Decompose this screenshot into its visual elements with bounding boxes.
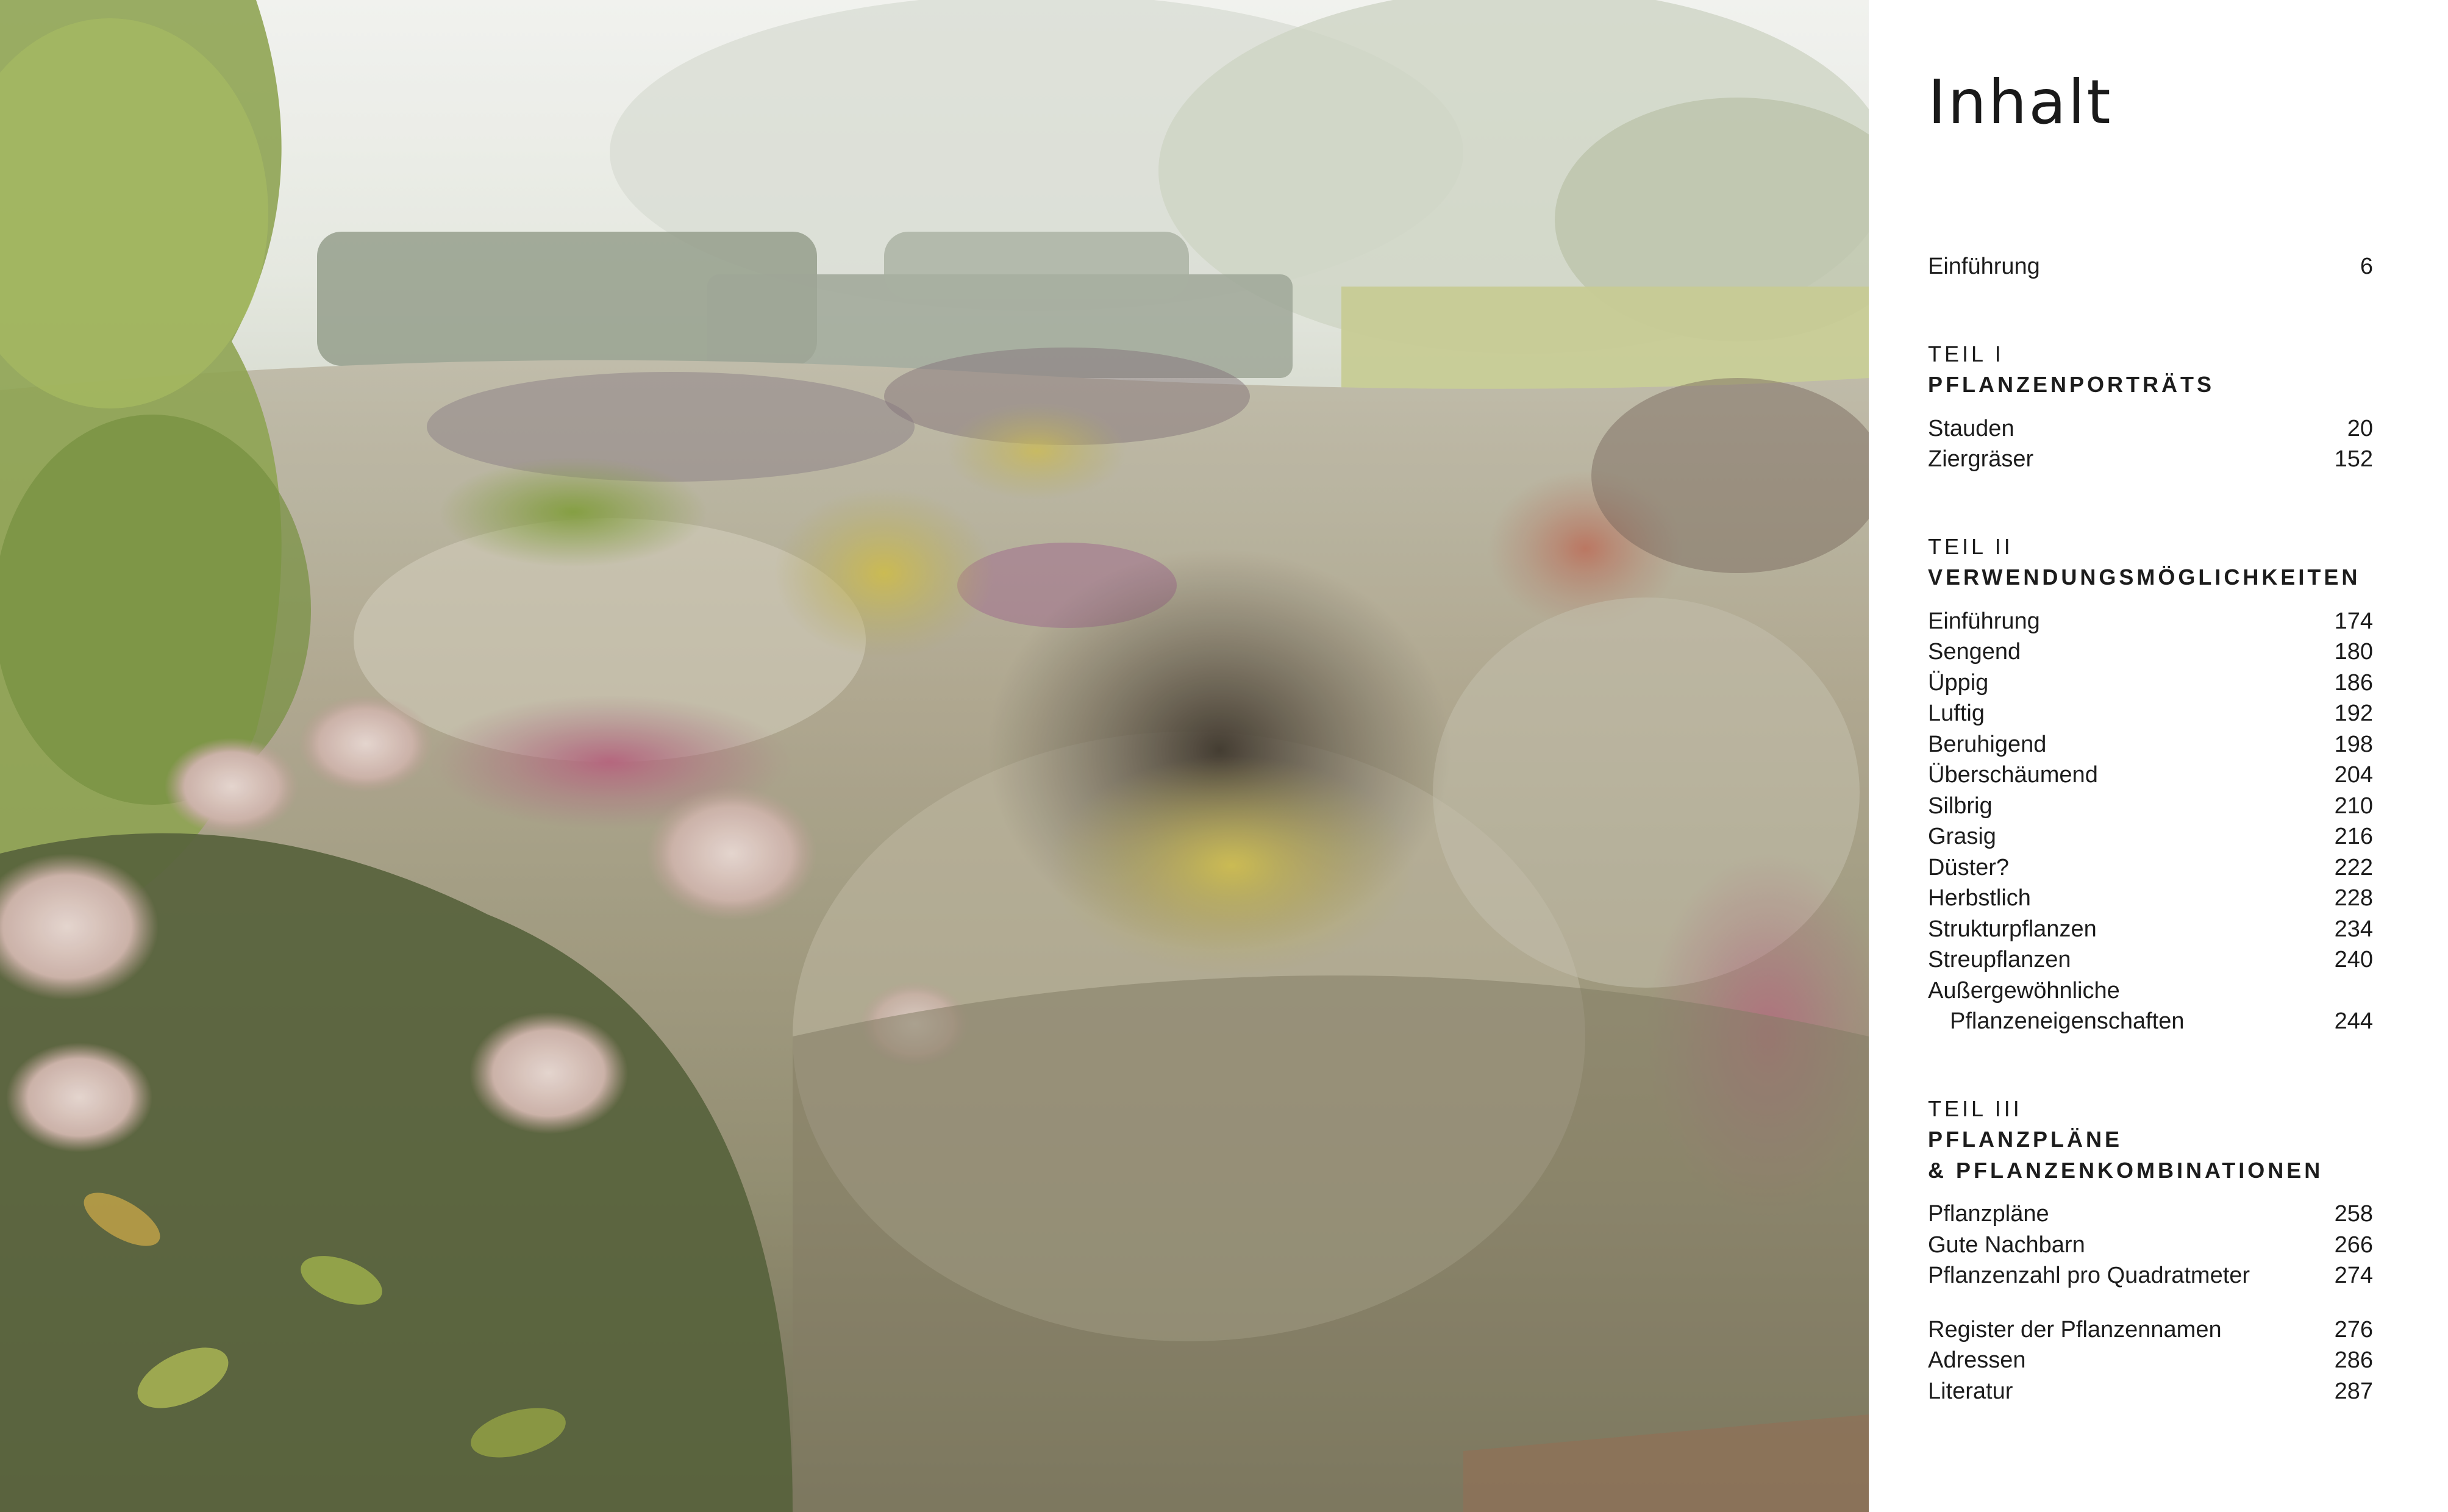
toc-entry-page: 258 [2334, 1201, 2373, 1227]
toc-entry-appendix[interactable] [1928, 1314, 2373, 1346]
toc-entry-label: Silbrig [1928, 793, 1993, 819]
toc-entry-page: 287 [2334, 1378, 2373, 1404]
toc-entry-label: Strukturpflanzen [1928, 916, 2097, 942]
toc-entry-page: 180 [2334, 639, 2373, 665]
toc-entry-label: Einführung [1928, 254, 2040, 279]
toc-entry-label: Pflanzeneigenschaften [1950, 1008, 2185, 1034]
page-title: Inhalt [1928, 66, 2113, 138]
toc-entry[interactable] [1928, 975, 2373, 1007]
toc-entry[interactable] [1928, 698, 2373, 729]
toc-entry-page: 6 [2360, 254, 2373, 279]
toc-entry-page: 152 [2334, 446, 2373, 472]
toc-entry-label: Üppig [1928, 669, 1989, 696]
toc-entry-page: 204 [2334, 762, 2373, 788]
toc-entry[interactable] [1928, 413, 2373, 444]
toc-entry[interactable] [1928, 1199, 2373, 1230]
toc-entry-label: Düster? [1928, 854, 2010, 880]
toc-entry-label: Streupflanzen [1928, 947, 2071, 972]
toc-entry-label: Gute Nachbarn [1928, 1232, 2085, 1258]
toc-entry-page: 276 [2334, 1316, 2373, 1343]
toc-entry-page: 274 [2334, 1263, 2373, 1288]
toc-entry-label: Pflanzenzahl pro Quadratmeter [1928, 1263, 2250, 1288]
toc-entry[interactable] [1928, 944, 2373, 975]
toc-entry[interactable] [1928, 637, 2373, 668]
toc-entry-appendix[interactable] [1928, 1376, 2373, 1407]
toc-entry-label: Sengend [1928, 639, 2021, 665]
toc-entry-intro[interactable] [1928, 251, 2373, 282]
toc-entry-label: Grasig [1928, 824, 1996, 849]
toc-entry-label: Stauden [1928, 415, 2014, 441]
toc-entry[interactable] [1928, 444, 2373, 475]
toc-entry[interactable] [1928, 852, 2373, 883]
part-3-number: TEIL III [1928, 1096, 2022, 1121]
part-3-heading-line-1: PFLANZPLÄNE [1928, 1127, 2122, 1152]
toc-entry-label: Pflanzpläne [1928, 1201, 2049, 1227]
toc-entry-page: 286 [2334, 1347, 2373, 1373]
toc-entry[interactable] [1928, 883, 2373, 914]
toc-entry-page: 222 [2334, 854, 2373, 880]
toc-entry-page: 198 [2334, 731, 2373, 757]
toc-entry-page: 240 [2334, 947, 2373, 972]
table-of-contents-page [1869, 0, 2448, 1512]
toc-entry-page: 192 [2334, 701, 2373, 726]
toc-entry[interactable] [1928, 1230, 2373, 1261]
toc-list [1928, 251, 2373, 1407]
toc-entry[interactable] [1928, 668, 2373, 699]
toc-entry-label: Beruhigend [1928, 731, 2047, 757]
toc-entry-label: Herbstlich [1928, 885, 2031, 911]
toc-entry[interactable] [1928, 729, 2373, 760]
toc-entry-label: Literatur [1928, 1378, 2013, 1404]
part-2-heading: VERWENDUNGSMÖGLICHKEITEN [1928, 565, 2361, 590]
toc-entry-label: Außergewöhnliche [1928, 977, 2120, 1004]
toc-entry-page: 234 [2334, 916, 2373, 942]
toc-entry-page: 20 [2347, 415, 2373, 441]
part-1-heading: PFLANZENPORTRÄTS [1928, 372, 2214, 397]
toc-entry[interactable] [1928, 821, 2373, 852]
toc-entry[interactable] [1928, 914, 2373, 945]
toc-entry-page: 210 [2334, 793, 2373, 819]
toc-entry[interactable] [1928, 791, 2373, 822]
toc-entry-page: 216 [2334, 824, 2373, 849]
toc-entry-label: Einführung [1928, 608, 2040, 634]
toc-entry-label: Luftig [1928, 701, 1985, 726]
toc-entry[interactable] [1928, 606, 2373, 637]
toc-entry-page: 228 [2334, 885, 2373, 911]
toc-entry-label: Ziergräser [1928, 446, 2034, 472]
toc-entry-continuation[interactable] [1928, 1006, 2373, 1037]
part-1-number: TEIL I [1928, 341, 2004, 366]
toc-entry[interactable] [1928, 1260, 2373, 1291]
toc-entry-label: Überschäumend [1928, 762, 2098, 788]
toc-entry-page: 244 [2334, 1008, 2373, 1034]
part-2-number: TEIL II [1928, 533, 2013, 559]
part-3-heading-line-2: & PFLANZENKOMBINATIONEN [1928, 1157, 2324, 1183]
toc-entry-page: 174 [2334, 608, 2373, 634]
toc-entry-label: Adressen [1928, 1347, 2026, 1373]
toc-entry-appendix[interactable] [1928, 1345, 2373, 1376]
toc-entry-page: 266 [2334, 1232, 2373, 1258]
toc-entry[interactable] [1928, 760, 2373, 791]
toc-entry-page: 186 [2334, 669, 2373, 696]
toc-entry-label: Register der Pflanzennamen [1928, 1316, 2222, 1343]
